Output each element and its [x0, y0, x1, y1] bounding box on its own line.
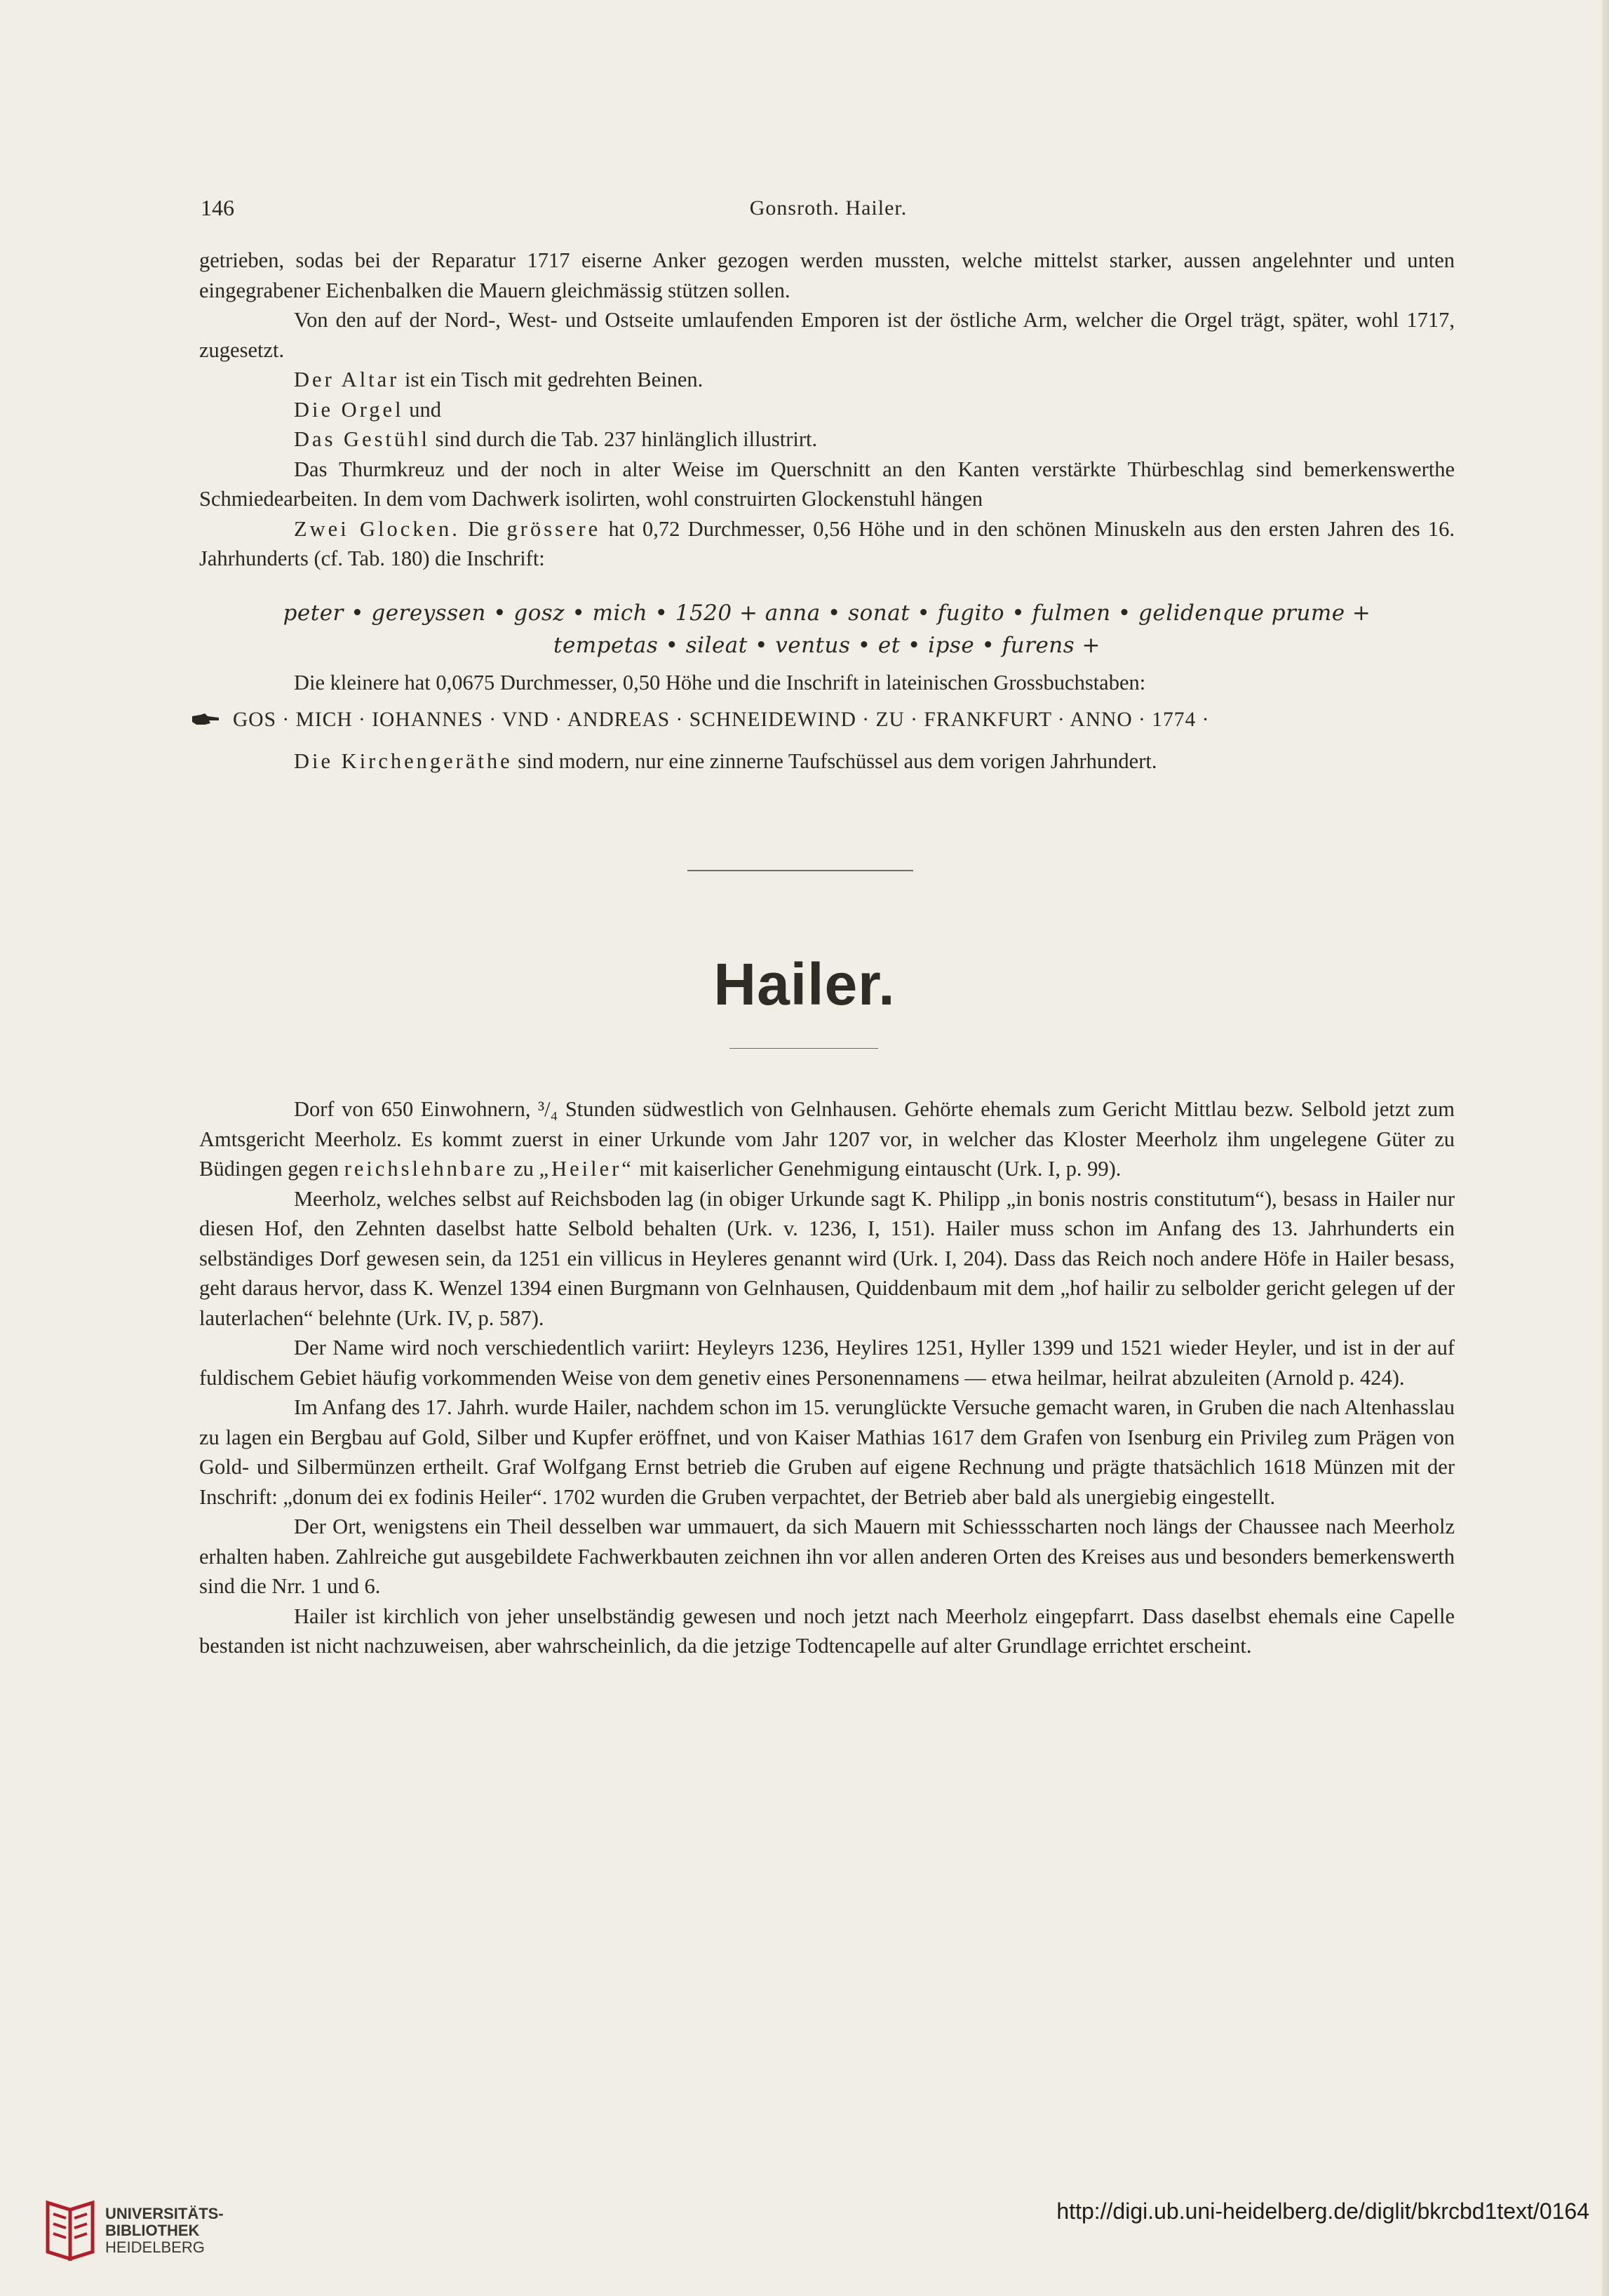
paragraph: Der Name wird noch verschiedentlich variirt: Heyleyrs 1236, Heylires 1251, Hyller 1399 und 1521 wieder Heyler, und ist in der auf fuldischem Gebiet häufig vorkommenden Weise von dem genetiv eines Personennamens — etwa heilmar, heilrat abzuleiten (Arnold p. 424). — [199, 1336, 1455, 1390]
bell-inscription-line-2: tempetas • sileat • ventus • et • ipse • furens + — [553, 633, 1100, 658]
source-url-link[interactable]: http://digi.ub.uni-heidelberg.de/diglit/bkrcbd1text/0164 — [1056, 2198, 1589, 2224]
paragraph-text: hat 0,72 Durchmesser, 0,56 Höhe und in den schönen Minuskeln aus den ersten Jahren des 16. Jahrhunderts (cf. Tab. 180) die Inschrift: — [199, 516, 1455, 570]
footer — [0, 2196, 1609, 2266]
bell-inscription-line-1: peter • gereyssen • gosz • mich • 1520 + anna • sonat • fugito • fulmen • gelidenque prume + — [283, 600, 1371, 626]
paragraph: Hailer ist kirchlich von jeher unselbständig gewesen und noch jetzt nach Meerholz eingepfarrt. Dass daselbst ehemals eine Capelle bestanden ist nicht nachzuweisen, aber wahrscheinlich, da die jetzige Todtencapelle auf alter Grundlage errichtet erscheint. — [199, 1604, 1455, 1658]
spaced-term: Die Orgel — [294, 397, 404, 422]
title-underline — [729, 1048, 878, 1049]
kirchengeraethe-paragraph — [199, 749, 1455, 774]
spaced-term: Das Gestühl — [294, 427, 430, 451]
page-header — [201, 195, 1456, 226]
paragraph: Der Ort, wenigstens ein Theil desselben war ummauert, da sich Mauern mit Schiessscharten noch längs der Chaussee nach Meerholz erhalten haben. Zahlreiche gut ausgebildete Fachwerkbauten zeichnen ihn vor allen anderen Orten des Kreises aus und besonders bemerkenswerth sind die Nrr. 1 und 6. — [199, 1515, 1455, 1598]
fraction: ³/₄ — [538, 1097, 558, 1121]
section-title: Hailer. — [713, 951, 896, 1017]
running-title: Gonsroth. Hailer. — [749, 196, 908, 220]
spaced-term: Zwei Glocken. — [294, 516, 460, 541]
paragraph: getrieben, sodas bei der Reparatur 1717 eiserne Anker gezogen werden mussten, welche mittelst starker, aussen angelehnter und unten eingegrabener Eichenbalken die Mauern gleichmässig stützen sollen. — [199, 248, 1455, 302]
paragraph-text: Die — [459, 516, 507, 541]
paragraph-text: Stunden südwestlich von Gelnhausen. Gehörte ehemals zum Gericht Mittlau bezw. Selbold jetzt zum Amtsgericht Meerholz. Es kommt zuerst in einer Urkunde vom Jahr 1207 vor, in welcher das Kloster Meerholz ihm ungelegene Güter zu Büdingen gegen — [199, 1097, 1455, 1181]
paragraph-intro — [199, 1094, 1455, 1184]
capital-inscription — [191, 709, 1460, 733]
spaced-term: „Heiler“ — [539, 1157, 634, 1181]
page-edge — [1602, 0, 1609, 2296]
paragraph-altar — [199, 365, 1455, 395]
paragraph-text: Dorf von 650 Einwohnern, — [294, 1097, 539, 1121]
paragraph: Das Thurmkreuz und der noch in alter Weise im Querschnitt an den Kanten verstärkte Thürbeschlag sind bemerkenswerthe Schmiedearbeiten. In dem vom Dachwerk isolirten, wohl construirten Glockenstuhl hängen — [199, 457, 1455, 511]
university-library-logo-icon — [42, 2196, 98, 2263]
spaced-term: reichslehnbare — [344, 1157, 509, 1181]
paragraph-text: mit kaiserlicher Genehmigung eintauscht (Urk. I, p. 99). — [633, 1157, 1122, 1181]
paragraph-text: zu — [508, 1157, 539, 1181]
paragraph-gestuehl — [199, 424, 1455, 455]
paragraph-text: und — [403, 397, 441, 422]
pointing-hand-icon — [191, 710, 220, 733]
spaced-term: grössere — [506, 516, 601, 541]
paragraph: Von den auf der Nord-, West- und Ostseite umlaufenden Emporen ist der östliche Arm, welcher die Orgel trägt, später, wohl 1717, zugesetzt. — [199, 308, 1455, 362]
small-bell-paragraph: Die kleinere hat 0,0675 Durchmesser, 0,50 Höhe und die Inschrift in lateinischen Grossbuchstaben: — [294, 671, 1146, 694]
library-name-line: HEIDELBERG — [105, 2238, 205, 2256]
paragraph-text: ist ein Tisch mit gedrehten Beinen. — [399, 368, 703, 391]
library-name-line: BIBLIOTHEK — [105, 2222, 200, 2239]
page-number: 146 — [201, 195, 234, 220]
section-divider — [687, 870, 913, 871]
paragraph-text: sind durch die Tab. 237 hinlänglich illustrirt. — [429, 427, 818, 451]
paragraph-orgel — [199, 395, 1455, 425]
paragraph: Im Anfang des 17. Jahrh. wurde Hailer, nachdem schon im 15. verunglückte Versuche gemacht waren, in Gruben die nach Altenhasslau zu lagen ein Bergbau auf Gold, Silber und Kupfer eröffnet, und von Kaiser Mathias 1617 dem Grafen von Isenburg ein Privileg zum Prägen von Gold- und Silbermünzen ertheilt. Graf Wolfgang Ernst betrieb die Gruben auf eigene Rechnung und prägte thatsächlich 1618 Münzen mit der Inschrift: „donum dei ex fodinis Heiler“. 1702 wurden die Gruben verpachtet, der Betrieb aber bald als unergiebig eingestellt. — [199, 1395, 1455, 1509]
spaced-term: Der Altar — [294, 368, 400, 391]
gonsroth-text-section — [199, 246, 1455, 574]
spaced-term: Die Kirchengeräthe — [294, 749, 513, 773]
library-name[interactable] — [105, 2206, 224, 2256]
paragraph-glocken — [199, 514, 1455, 574]
hailer-text-section — [199, 1094, 1455, 1661]
paragraph-text: sind modern, nur eine zinnerne Taufschüssel aus dem vorigen Jahrhundert. — [512, 749, 1157, 773]
capital-inscription-text: GOS · MICH · IOHANNES · VND · ANDREAS · SCHNEIDEWIND · ZU · FRANKFURT · ANNO · 1774 · — [233, 709, 1210, 731]
library-name-line: UNIVERSITÄTS- — [105, 2205, 224, 2222]
paragraph: Meerholz, welches selbst auf Reichsboden lag (in obiger Urkunde sagt K. Philipp „in bonis nostris constitutum“), besass in Hailer nur diesen Hof, den Zehnten daselbst hatte Selbold behalten (Urk. v. 1236, I, 151). Hailer muss schon im Anfang des 13. Jahrhunderts ein selbständiges Dorf gewesen sein, da 1251 ein villicus in Heyleres genannt wird (Urk. I, 204). Dass das Reich noch andere Höfe in Hailer besass, geht daraus hervor, dass K. Wenzel 1394 einen Burgmann von Gelnhausen, Quiddenbaum mit dem „hof hailir zu selbolder gericht gelegen uf der lauterlachen“ belehnte (Urk. IV, p. 587). — [199, 1186, 1455, 1330]
